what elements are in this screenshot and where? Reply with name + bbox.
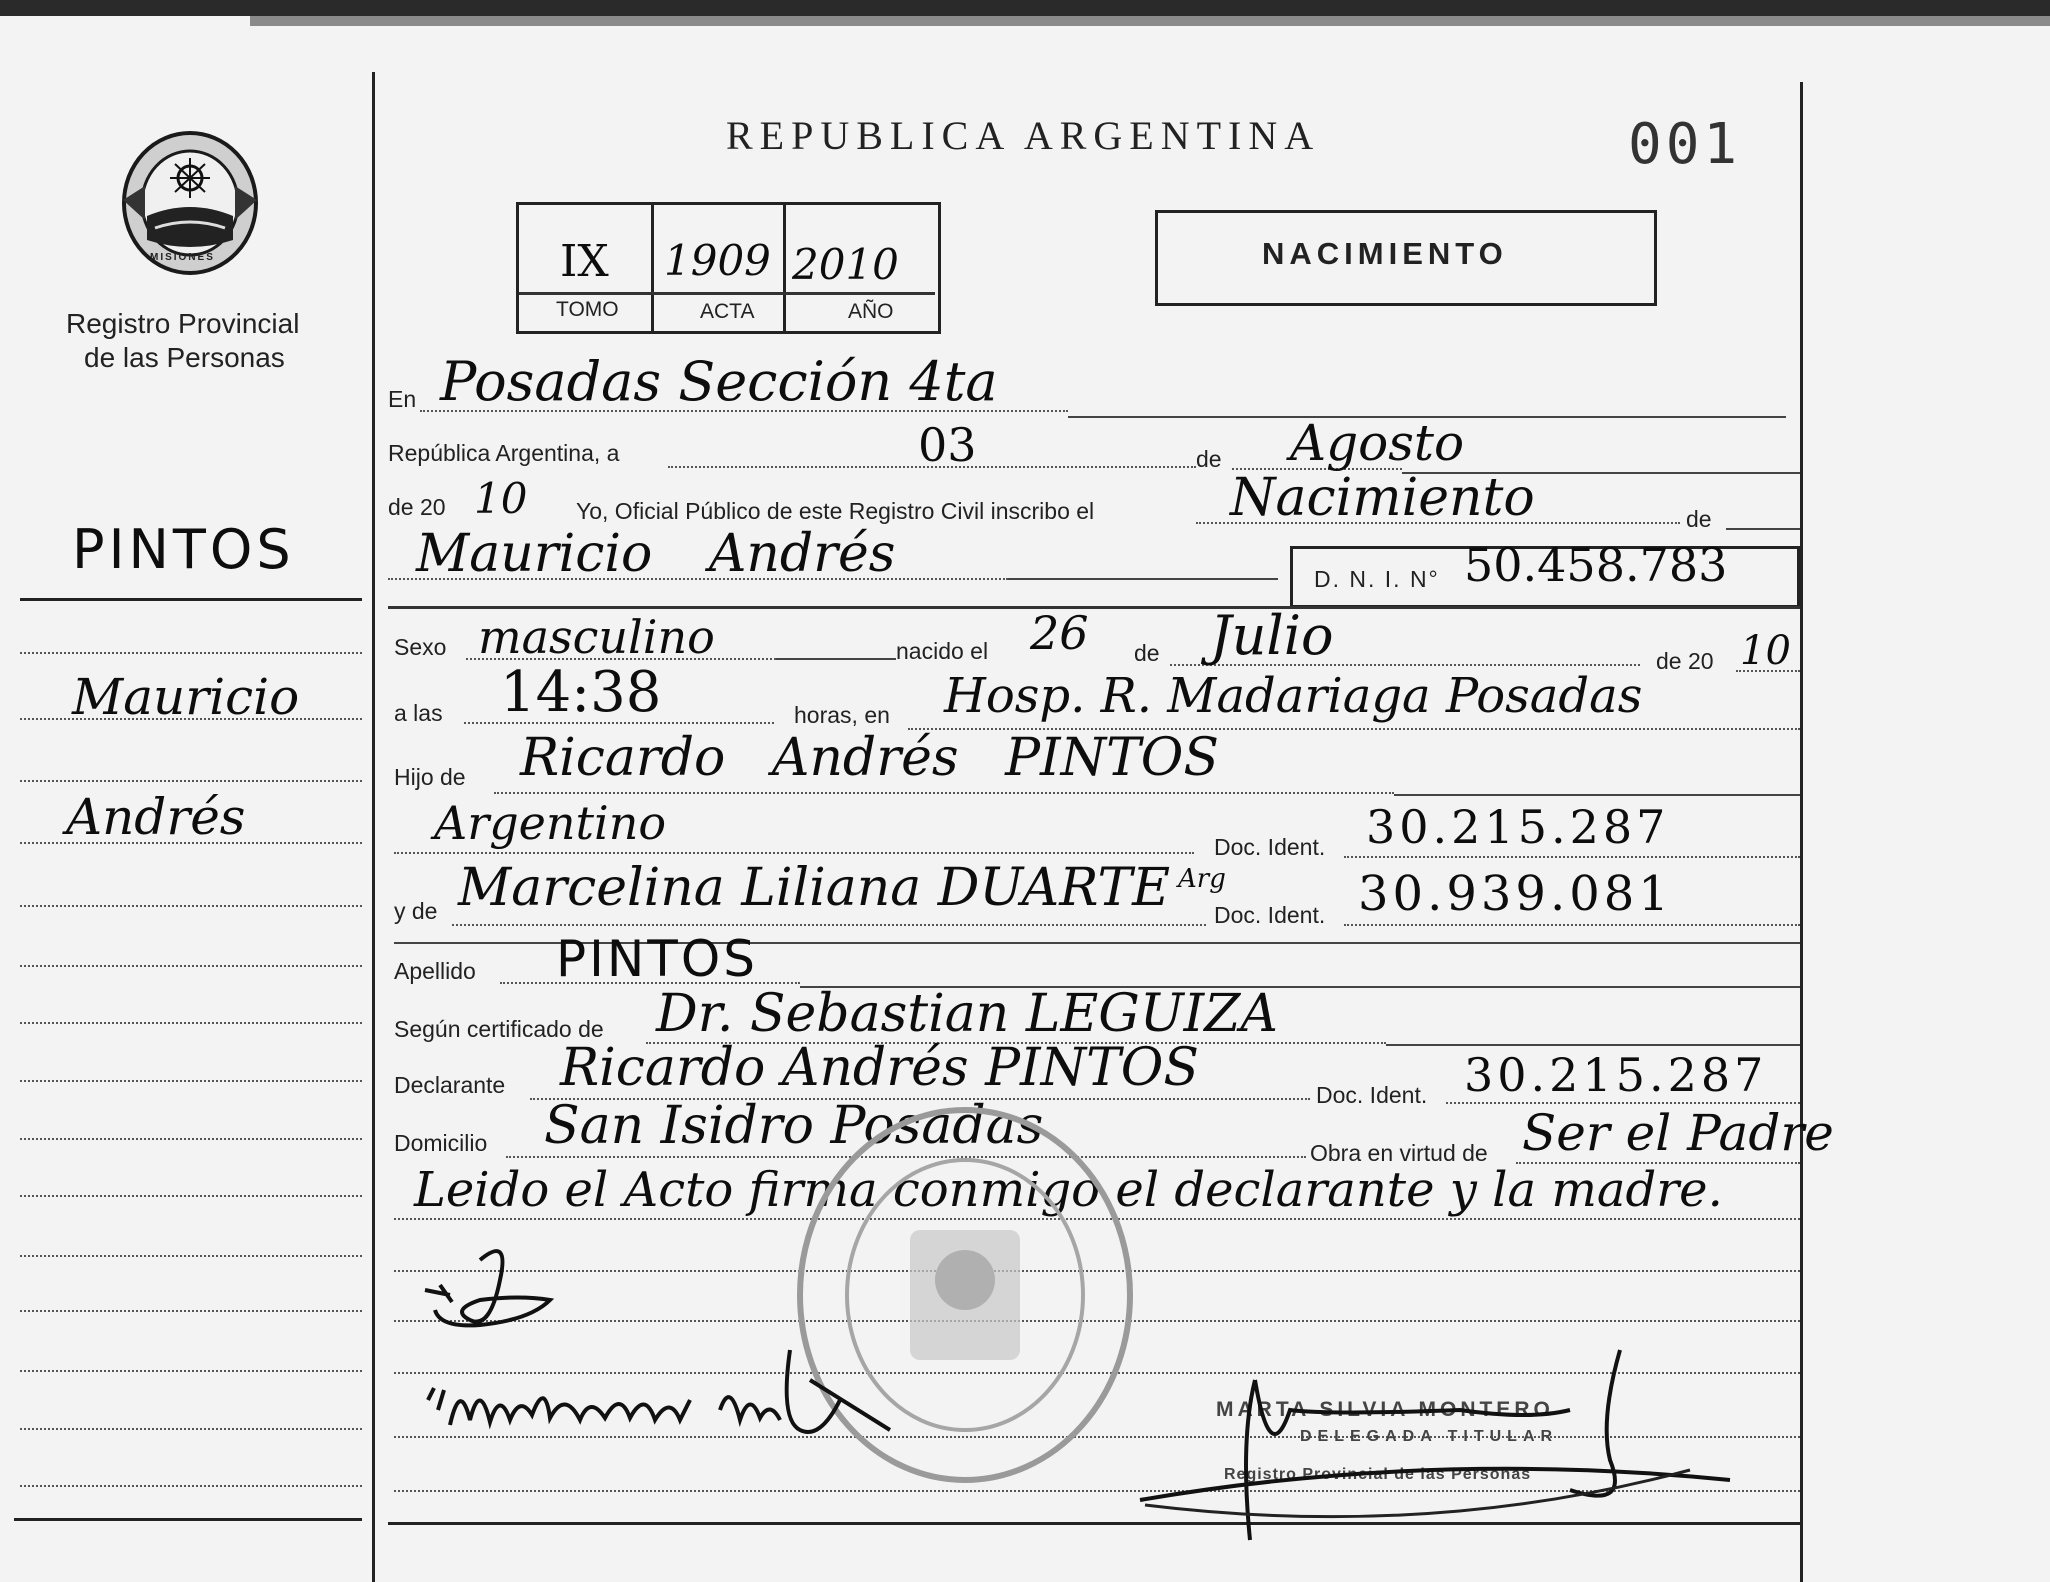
- sidebar-line: [20, 1428, 362, 1430]
- seal-text-bottom: MISIONES: [150, 252, 215, 263]
- sidebar-line: [20, 1310, 362, 1312]
- month-value: Agosto: [1290, 414, 1465, 472]
- sidebar-line: [20, 965, 362, 967]
- label-hijo: Hijo de: [394, 764, 466, 790]
- record-box-divider: [519, 292, 935, 295]
- column-divider: [372, 72, 375, 1582]
- capacity-value: Ser el Padre: [1522, 1104, 1834, 1162]
- acta-value: 1909: [664, 236, 771, 285]
- record-type: NACIMIENTO: [1262, 236, 1508, 271]
- label-dni: D. N. I. N°: [1314, 566, 1440, 592]
- field-line: [494, 792, 1394, 794]
- reading-note: Leido el Acto firma conmigo el declarante y la madre.: [414, 1162, 1723, 1218]
- sidebar-line: [20, 905, 362, 907]
- day-value: 03: [918, 418, 977, 472]
- mother-value: Marcelina Liliana DUARTE: [458, 858, 1171, 918]
- label-declarante: Declarante: [394, 1072, 506, 1098]
- registry-name-line1: Registro Provincial: [66, 308, 300, 339]
- field-line: [394, 852, 1194, 854]
- sidebar-second-name: Andrés: [66, 788, 246, 846]
- birth-day-value: 26: [1030, 606, 1089, 660]
- declarant-doc-value: 30.215.287: [1464, 1048, 1768, 1102]
- declarant-signature-icon: [420, 1240, 570, 1350]
- sidebar-line: [20, 1138, 362, 1140]
- birth-year-value: 10: [1740, 628, 1791, 674]
- time-value: 14:38: [500, 660, 662, 725]
- label-de-birth: de: [1134, 640, 1160, 666]
- field-line: [1394, 794, 1800, 796]
- right-border: [1800, 82, 1803, 1582]
- label-domicilio: Domicilio: [394, 1130, 488, 1156]
- place-value: Posadas Sección 4ta: [440, 350, 998, 413]
- father-value: Ricardo Andrés PINTOS: [520, 728, 1220, 788]
- label-alas: a las: [394, 700, 443, 726]
- officer-title-stamp: DELEGADA TITULAR: [1300, 1428, 1559, 1445]
- surname-value: PINTOS: [556, 930, 758, 988]
- field-line: [1344, 924, 1800, 926]
- year-value: 10: [474, 474, 528, 523]
- mother-nationality-value: Arg: [1178, 864, 1226, 894]
- label-republica: República Argentina, a: [388, 440, 620, 466]
- country-heading: REPUBLICA ARGENTINA: [726, 113, 1321, 158]
- record-box-divider: [651, 205, 654, 331]
- sidebar-line: [20, 1022, 362, 1024]
- sidebar-line: [20, 1080, 362, 1082]
- address-value: San Isidro Posadas: [544, 1096, 1044, 1156]
- sidebar-surname: PINTOS: [72, 518, 295, 581]
- label-yde: y de: [394, 898, 438, 924]
- tomo-value: IX: [560, 236, 609, 287]
- document-number: 001: [1628, 112, 1742, 177]
- label-nacido: nacido el: [896, 638, 989, 664]
- field-line: [1726, 528, 1800, 530]
- scan-edge-shadow-light: [250, 16, 2050, 26]
- field-line: [1008, 578, 1278, 580]
- label-de20b: de 20: [1656, 648, 1714, 674]
- field-line: [388, 578, 1008, 580]
- label-apellido: Apellido: [394, 958, 476, 984]
- field-line: [1386, 1044, 1800, 1046]
- father-doc-value: 30.215.287: [1366, 800, 1670, 854]
- registry-stamp-line: Registro Provincial de las Personas: [1224, 1466, 1532, 1483]
- sidebar-line: [20, 1370, 362, 1372]
- registry-name-line2: de las Personas: [84, 342, 285, 373]
- field-line: [1344, 856, 1800, 858]
- birth-month-value: Julio: [1210, 604, 1334, 667]
- mother-doc-value: 30.939.081: [1358, 866, 1673, 922]
- label-de20: de 20: [388, 494, 446, 520]
- sidebar-line: [20, 598, 362, 601]
- label-obra: Obra en virtud de: [1310, 1140, 1488, 1166]
- ano-value: 2010: [792, 240, 899, 289]
- label-docident-mother: Doc. Ident.: [1214, 902, 1326, 928]
- event-value: Nacimiento: [1230, 468, 1535, 528]
- field-line: [776, 658, 896, 660]
- sidebar-line: [20, 780, 362, 782]
- mother-signature-icon: [420, 1340, 910, 1470]
- field-line: [464, 722, 774, 724]
- sex-value: masculino: [478, 610, 715, 664]
- label-segun: Según certificado de: [394, 1016, 604, 1042]
- label-yo: Yo, Oficial Público de este Registro Civil inscribo el: [576, 498, 1095, 524]
- sidebar-line: [20, 1485, 362, 1487]
- officer-name-stamp: MARTA SILVIA MONTERO: [1216, 1398, 1554, 1421]
- scan-edge-shadow: [0, 0, 2050, 16]
- label-de-month: de: [1196, 446, 1222, 472]
- certificate-value: Dr. Sebastian LEGUIZA: [656, 984, 1278, 1044]
- declarant-value: Ricardo Andrés PINTOS: [560, 1038, 1200, 1098]
- section-line: [388, 606, 1800, 609]
- sidebar-first-name: Mauricio: [72, 668, 300, 726]
- label-de-child: de: [1686, 506, 1712, 532]
- father-nationality-value: Argentino: [434, 796, 667, 850]
- label-sexo: Sexo: [394, 634, 447, 660]
- sidebar-line: [20, 718, 362, 720]
- sidebar-bottom-line: [14, 1518, 362, 1521]
- birth-place-value: Hosp. R. Madariaga Posadas: [944, 668, 1643, 724]
- label-docident-declarant: Doc. Ident.: [1316, 1082, 1428, 1108]
- sidebar-line: [20, 1195, 362, 1197]
- sidebar-line: [20, 652, 362, 654]
- sidebar-line: [20, 1255, 362, 1257]
- sidebar-line: [20, 842, 362, 844]
- field-line: [1736, 670, 1800, 672]
- field-line: [452, 924, 1206, 926]
- record-box-divider: [783, 205, 786, 331]
- dni-value: 50.458.783: [1464, 538, 1728, 592]
- label-horas: horas, en: [794, 702, 890, 728]
- ano-label: AÑO: [848, 300, 894, 323]
- label-docident-father: Doc. Ident.: [1214, 834, 1326, 860]
- acta-label: ACTA: [700, 300, 755, 323]
- child-name-value: Mauricio Andrés: [416, 524, 896, 584]
- tomo-label: TOMO: [556, 298, 619, 321]
- label-en: En: [388, 386, 417, 412]
- officer-signature-icon: [1130, 1340, 1750, 1560]
